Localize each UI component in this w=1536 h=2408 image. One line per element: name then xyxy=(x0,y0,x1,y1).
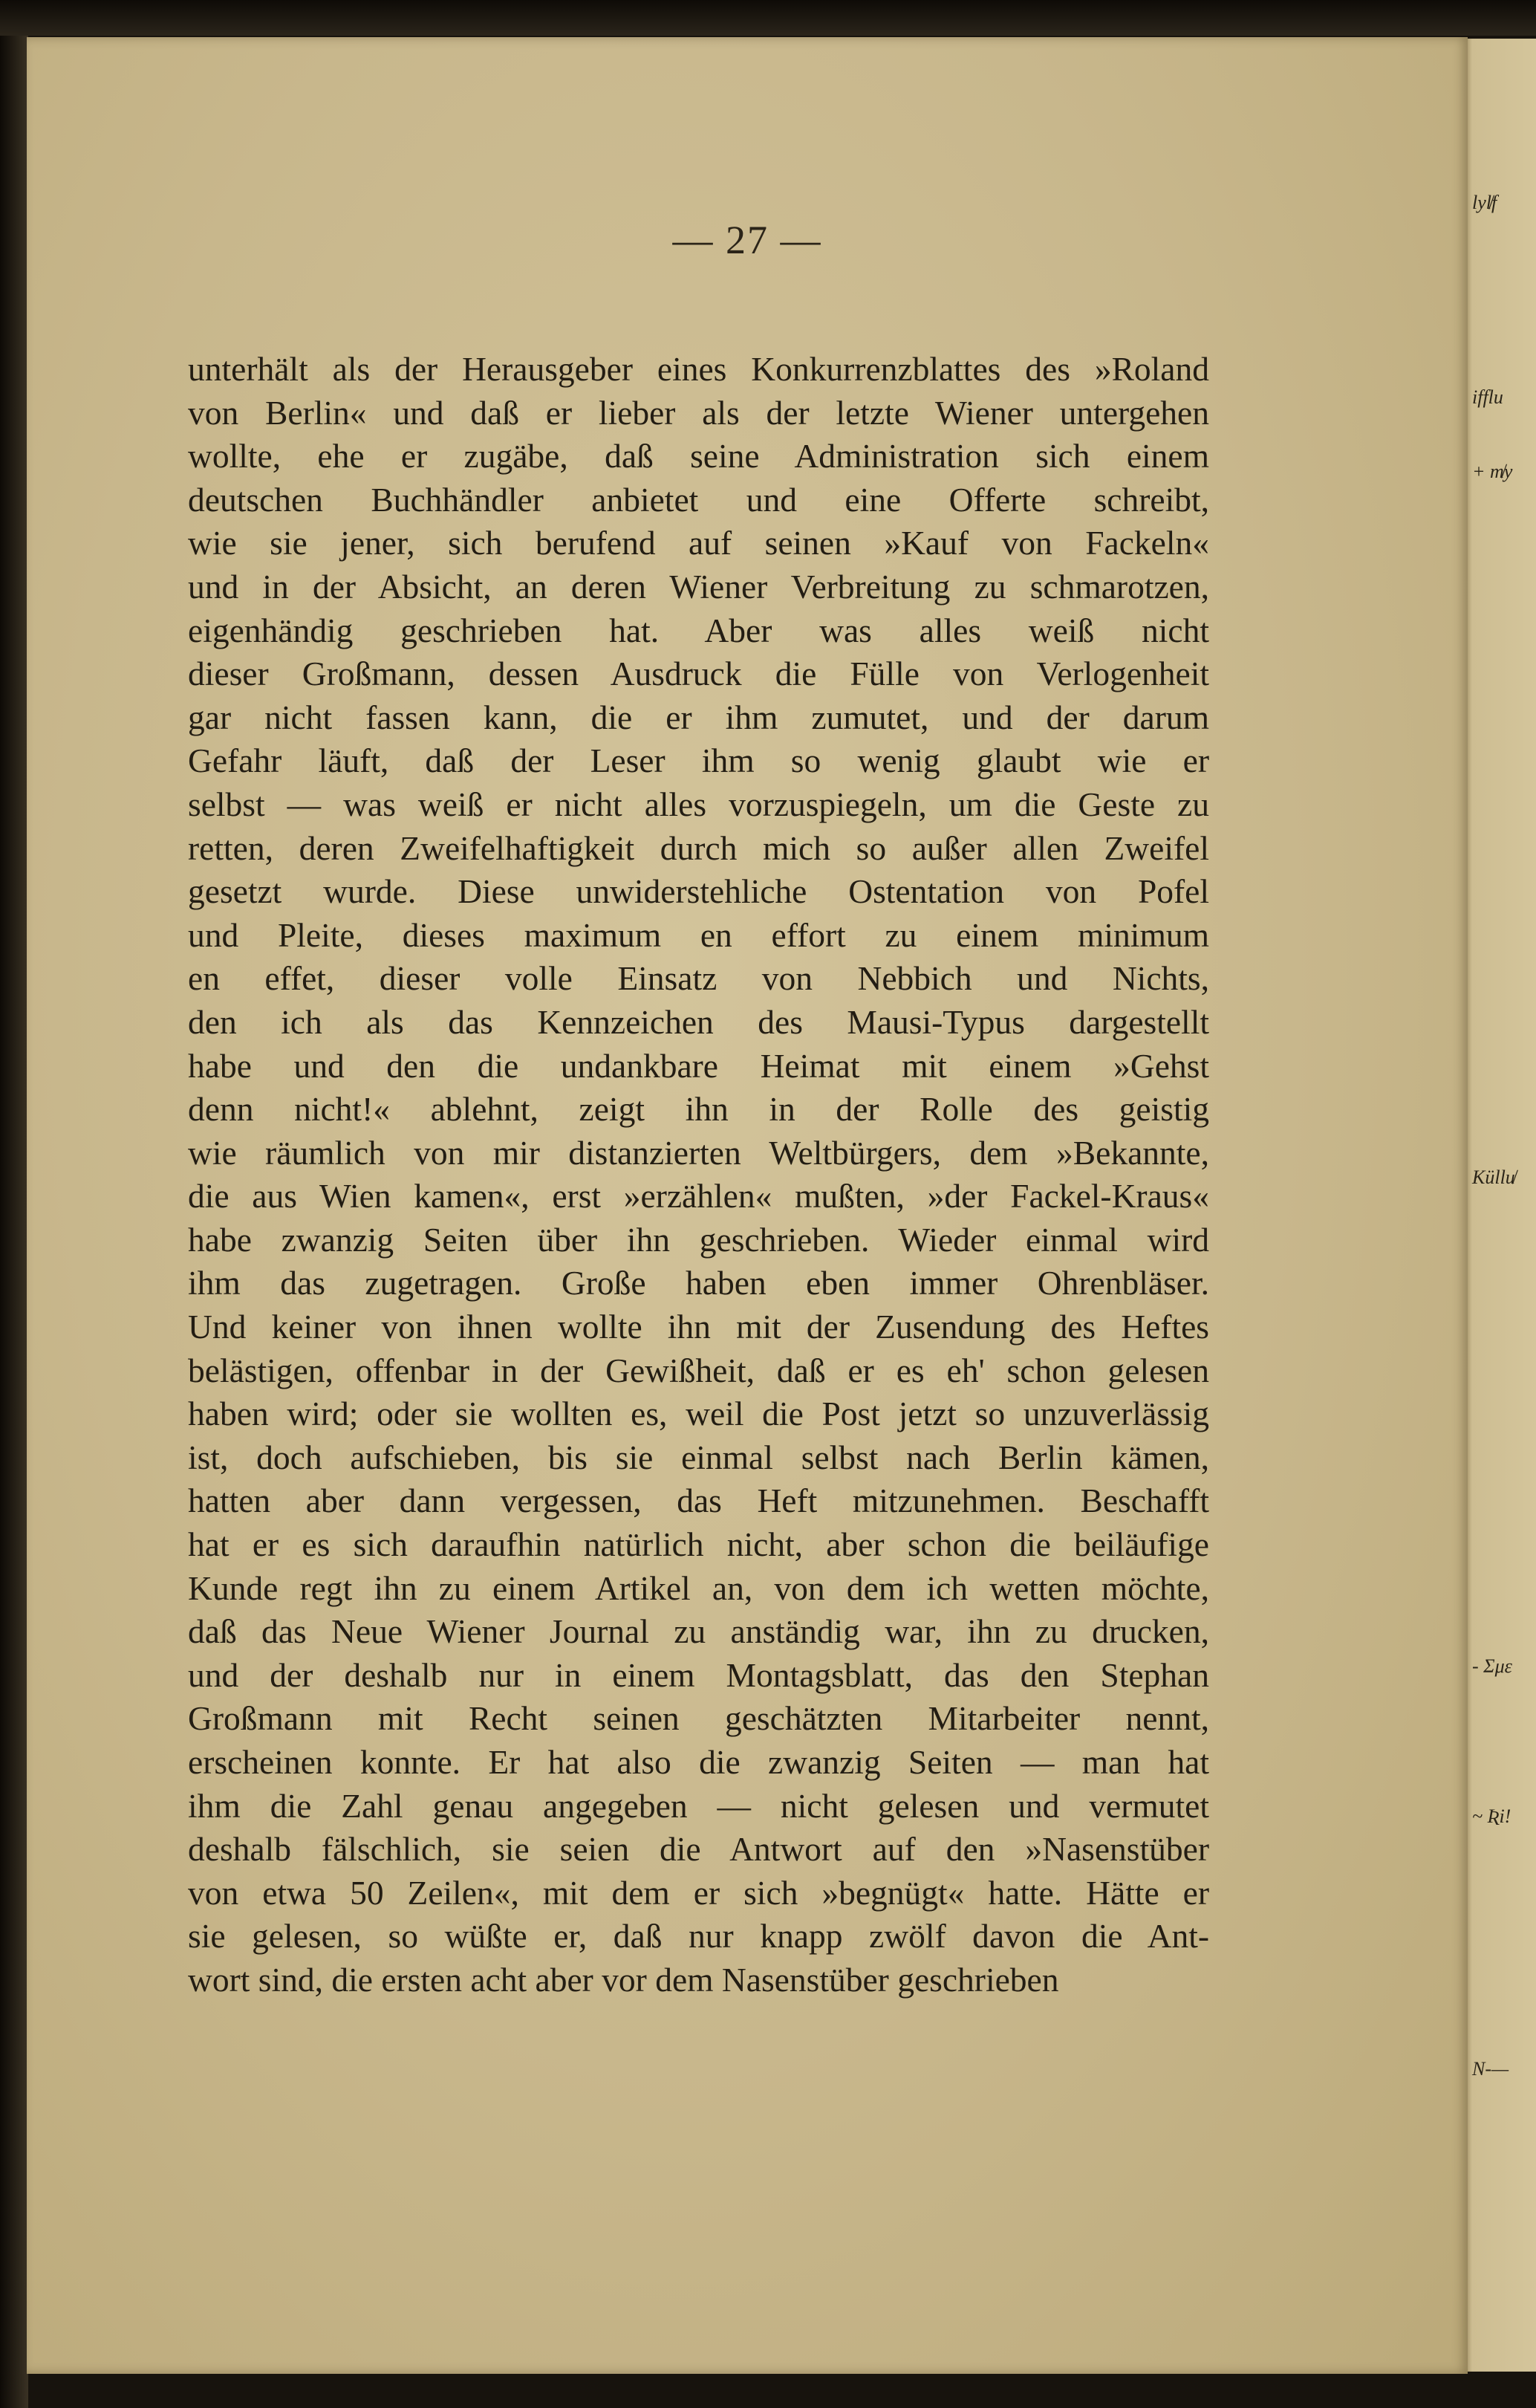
book-spine-shadow xyxy=(0,0,28,2408)
text-line: deshalb fälschlich, sie seien die Antwort auf den »Nasenstüber xyxy=(188,1830,1209,1869)
text-line: wie sie jener, sich berufend auf seinen »Kauf von Fackeln« xyxy=(188,524,1209,562)
text-line: hatten aber dann vergessen, das Heft mitzunehmen. Beschafft xyxy=(188,1482,1209,1520)
text-line: Großmann mit Recht seinen geschätzten Mitarbeiter nennt, xyxy=(188,1699,1209,1738)
text-line: unterhält als der Herausgeber eines Konkurrenzblattes des »Roland xyxy=(188,350,1209,388)
text-line: von etwa 50 Zeilen«, mit dem er sich »begnügt« hatte. Hätte er xyxy=(188,1873,1209,1912)
text-line: Und keiner von ihnen wollte ihn mit der Zusendung des Heftes xyxy=(188,1308,1209,1346)
text-line: ihm das zugetragen. Große haben eben immer Ohrenbläser. xyxy=(188,1264,1209,1302)
margin-note: N-— xyxy=(1472,2058,1509,2080)
text-line: wollte, ehe er zugäbe, daß seine Administration sich einem xyxy=(188,437,1209,476)
text-line: die aus Wien kamen«, erst »erzählen« mußten, »der Fackel-Kraus« xyxy=(188,1177,1209,1216)
text-line: den ich als das Kennzeichen des Mausi-Typus dargestellt xyxy=(188,1002,1209,1041)
text-line: und der deshalb nur in einem Montagsblatt, das den Stephan xyxy=(188,1655,1209,1694)
margin-note: + m̸y xyxy=(1472,461,1513,482)
text-line: wie räumlich von mir distanzierten Weltbürgers, dem »Bekannte, xyxy=(188,1133,1209,1172)
text-line: haben wird; oder sie wollten es, weil die Post jetzt so unzuverlässig xyxy=(188,1395,1209,1433)
text-line: habe zwanzig Seiten über ihn geschrieben. Wieder einmal wird xyxy=(188,1220,1209,1259)
text-line: dieser Großmann, dessen Ausdruck die Fülle von Verlogenheit xyxy=(188,655,1209,693)
text-line: wort sind, die ersten acht aber vor dem Nasenstüber geschrieben xyxy=(188,1960,1059,1999)
page-number: — 27 — xyxy=(672,218,822,262)
book-top-edge xyxy=(0,0,1536,36)
text-line: von Berlin« und daß er lieber als der letzte Wiener untergehen xyxy=(188,393,1209,432)
text-line: habe und den die undankbare Heimat mit einem »Gehst xyxy=(188,1046,1209,1085)
text-line: retten, deren Zweifelhaftigkeit durch mich so außer allen Zweifel xyxy=(188,828,1209,867)
text-line: ist, doch aufschieben, bis sie einmal selbst nach Berlin kämen, xyxy=(188,1438,1209,1476)
text-line: gesetzt wurde. Diese unwiderstehliche Ostentation von Pofel xyxy=(188,872,1209,911)
text-line: sie gelesen, so wüßte er, daß nur knapp zwölf davon die Ant- xyxy=(188,1917,1209,1956)
body-text xyxy=(188,348,1209,2002)
margin-note: lyl̸f xyxy=(1472,192,1497,213)
text-line: hat er es sich daraufhin natürlich nicht, aber schon die beiläufige xyxy=(188,1525,1209,1564)
text-line: deutschen Buchhändler anbietet und eine Offerte schreibt, xyxy=(188,480,1209,519)
text-line: gar nicht fassen kann, die er ihm zumutet, und der darum xyxy=(188,698,1209,736)
text-line: erscheinen konnte. Er hat also die zwanzig Seiten — man hat xyxy=(188,1743,1209,1781)
margin-note: ~ Ʀi! xyxy=(1472,1805,1511,1827)
text-line: daß das Neue Wiener Journal zu anständig war, ihn zu drucken, xyxy=(188,1612,1209,1651)
text-line: ihm die Zahl genau angegeben — nicht gelesen und vermutet xyxy=(188,1786,1209,1825)
text-line: belästigen, offenbar in der Gewißheit, daß er es eh' schon gelesen xyxy=(188,1351,1209,1389)
text-line: selbst — was weiß er nicht alles vorzuspiegeln, um die Geste zu xyxy=(188,785,1209,823)
text-line: denn nicht!« ablehnt, zeigt ihn in der Rolle des geistig xyxy=(188,1090,1209,1129)
text-line: Gefahr läuft, daß der Leser ihm so wenig glaubt wie er xyxy=(188,741,1209,780)
text-line: und Pleite, dieses maximum en effort zu einem minimum xyxy=(188,915,1209,954)
text-line: Kunde regt ihn zu einem Artikel an, von dem ich wetten möchte, xyxy=(188,1568,1209,1607)
text-line: und in der Absicht, an deren Wiener Verbreitung zu schmarotzen, xyxy=(188,567,1209,606)
margin-note: - Σμε xyxy=(1472,1655,1512,1677)
margin-note: Küllu̸ xyxy=(1472,1166,1515,1188)
handwritten-margin-notes xyxy=(1469,0,1536,2408)
margin-note: ifflu xyxy=(1472,386,1503,408)
text-line: en effet, dieser volle Einsatz von Nebbich und Nichts, xyxy=(188,959,1209,998)
text-line: eigenhändig geschrieben hat. Aber was alles weiß nicht xyxy=(188,611,1209,649)
